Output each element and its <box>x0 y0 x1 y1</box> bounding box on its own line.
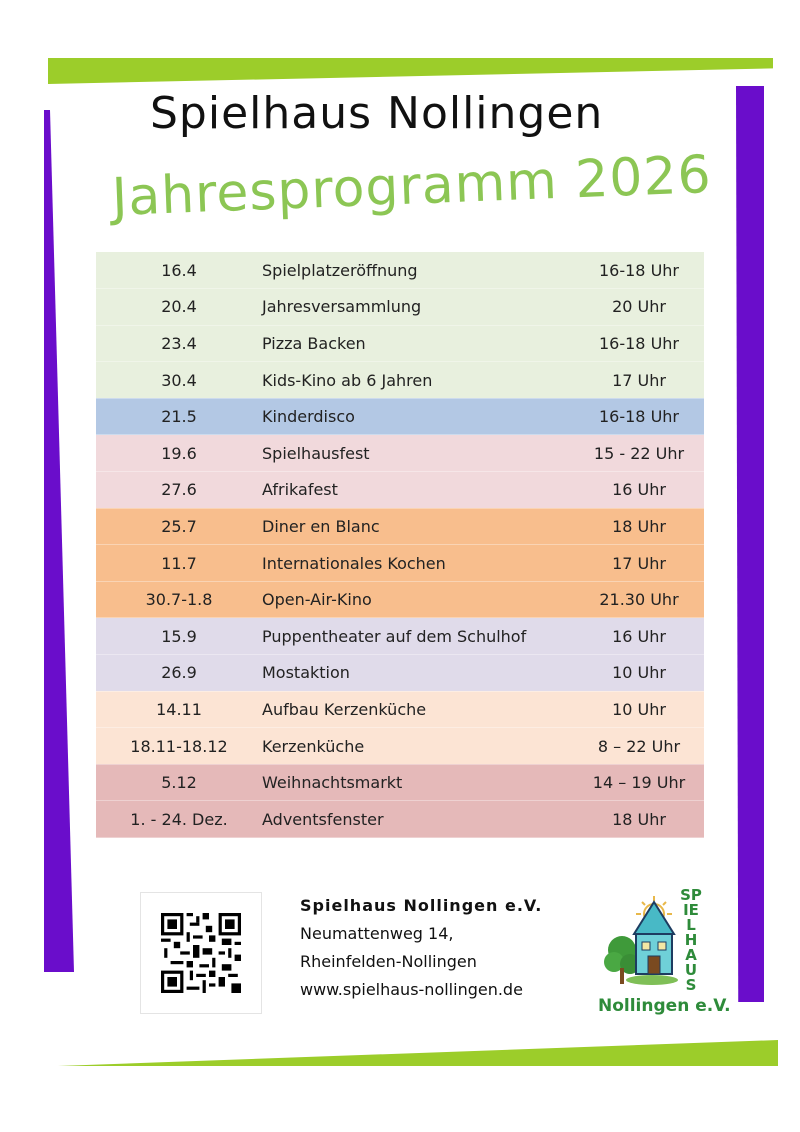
event-name: Puppentheater auf dem Schulhof <box>262 618 574 655</box>
event-time: 18 Uhr <box>574 508 704 545</box>
event-name: Internationales Kochen <box>262 545 574 582</box>
event-date: 23.4 <box>96 325 262 362</box>
event-schedule-table <box>96 252 704 838</box>
event-date: 5.12 <box>96 764 262 801</box>
event-time: 21.30 Uhr <box>574 581 704 618</box>
event-name: Weihnachtsmarkt <box>262 764 574 801</box>
table-row <box>96 581 704 618</box>
event-time: 14 – 19 Uhr <box>574 764 704 801</box>
event-name: Afrikafest <box>262 472 574 509</box>
top-green-stripe <box>48 58 773 84</box>
table-row <box>96 764 704 801</box>
event-date: 1. - 24. Dez. <box>96 801 262 838</box>
event-name: Kids-Kino ab 6 Jahren <box>262 362 574 399</box>
event-time: 20 Uhr <box>574 289 704 326</box>
table-row <box>96 801 704 838</box>
logo-caption: Nollingen e.V. <box>598 996 731 1016</box>
logo-vertical-text: SPIELHAUS <box>680 886 702 994</box>
event-name: Diner en Blanc <box>262 508 574 545</box>
event-name: Adventsfenster <box>262 801 574 838</box>
event-name: Spielhausfest <box>262 435 574 472</box>
table-row <box>96 472 704 509</box>
page-title: Spielhaus Nollingen <box>150 88 604 139</box>
event-time: 15 - 22 Uhr <box>574 435 704 472</box>
table-row <box>96 618 704 655</box>
qr-code-icon <box>161 913 241 993</box>
street-address: Neumattenweg 14, <box>300 924 454 943</box>
event-date: 14.11 <box>96 691 262 728</box>
event-time: 8 – 22 Uhr <box>574 728 704 765</box>
bottom-green-stripe <box>58 1040 778 1066</box>
event-time: 16-18 Uhr <box>574 398 704 435</box>
event-name: Spielplatzeröffnung <box>262 252 574 289</box>
event-time: 16-18 Uhr <box>574 252 704 289</box>
event-name: Open-Air-Kino <box>262 581 574 618</box>
left-purple-stripe <box>44 110 74 972</box>
event-time: 17 Uhr <box>574 362 704 399</box>
event-time: 18 Uhr <box>574 801 704 838</box>
table-row <box>96 289 704 326</box>
event-date: 26.9 <box>96 655 262 692</box>
event-date: 11.7 <box>96 545 262 582</box>
table-row <box>96 545 704 582</box>
event-date: 15.9 <box>96 618 262 655</box>
table-row <box>96 508 704 545</box>
event-date: 21.5 <box>96 398 262 435</box>
event-date: 27.6 <box>96 472 262 509</box>
event-date: 16.4 <box>96 252 262 289</box>
event-time: 16-18 Uhr <box>574 325 704 362</box>
event-name: Aufbau Kerzenküche <box>262 691 574 728</box>
right-purple-stripe <box>736 86 764 1002</box>
event-name: Kerzenküche <box>262 728 574 765</box>
table-row <box>96 398 704 435</box>
table-row <box>96 325 704 362</box>
table-row <box>96 655 704 692</box>
event-name: Mostaktion <box>262 655 574 692</box>
organization-name: Spielhaus Nollingen e.V. <box>300 896 543 915</box>
event-name: Jahresversammlung <box>262 289 574 326</box>
event-date: 30.4 <box>96 362 262 399</box>
table-row <box>96 435 704 472</box>
event-name: Pizza Backen <box>262 325 574 362</box>
table-row <box>96 252 704 289</box>
event-date: 20.4 <box>96 289 262 326</box>
event-time: 17 Uhr <box>574 545 704 582</box>
event-date: 19.6 <box>96 435 262 472</box>
event-name: Kinderdisco <box>262 398 574 435</box>
table-row <box>96 691 704 728</box>
contact-address <box>300 896 542 1008</box>
event-schedule-body <box>96 252 704 838</box>
city-address: Rheinfelden-Nollingen <box>300 952 477 971</box>
event-time: 16 Uhr <box>574 618 704 655</box>
page-subtitle: Jahresprogramm 2026 <box>110 144 713 228</box>
qr-code <box>140 892 262 1014</box>
website-link[interactable]: www.spielhaus-nollingen.de <box>300 980 523 999</box>
event-date: 30.7-1.8 <box>96 581 262 618</box>
table-row <box>96 362 704 399</box>
event-date: 18.11-18.12 <box>96 728 262 765</box>
table-row <box>96 728 704 765</box>
event-time: 16 Uhr <box>574 472 704 509</box>
event-date: 25.7 <box>96 508 262 545</box>
event-time: 10 Uhr <box>574 691 704 728</box>
event-time: 10 Uhr <box>574 655 704 692</box>
